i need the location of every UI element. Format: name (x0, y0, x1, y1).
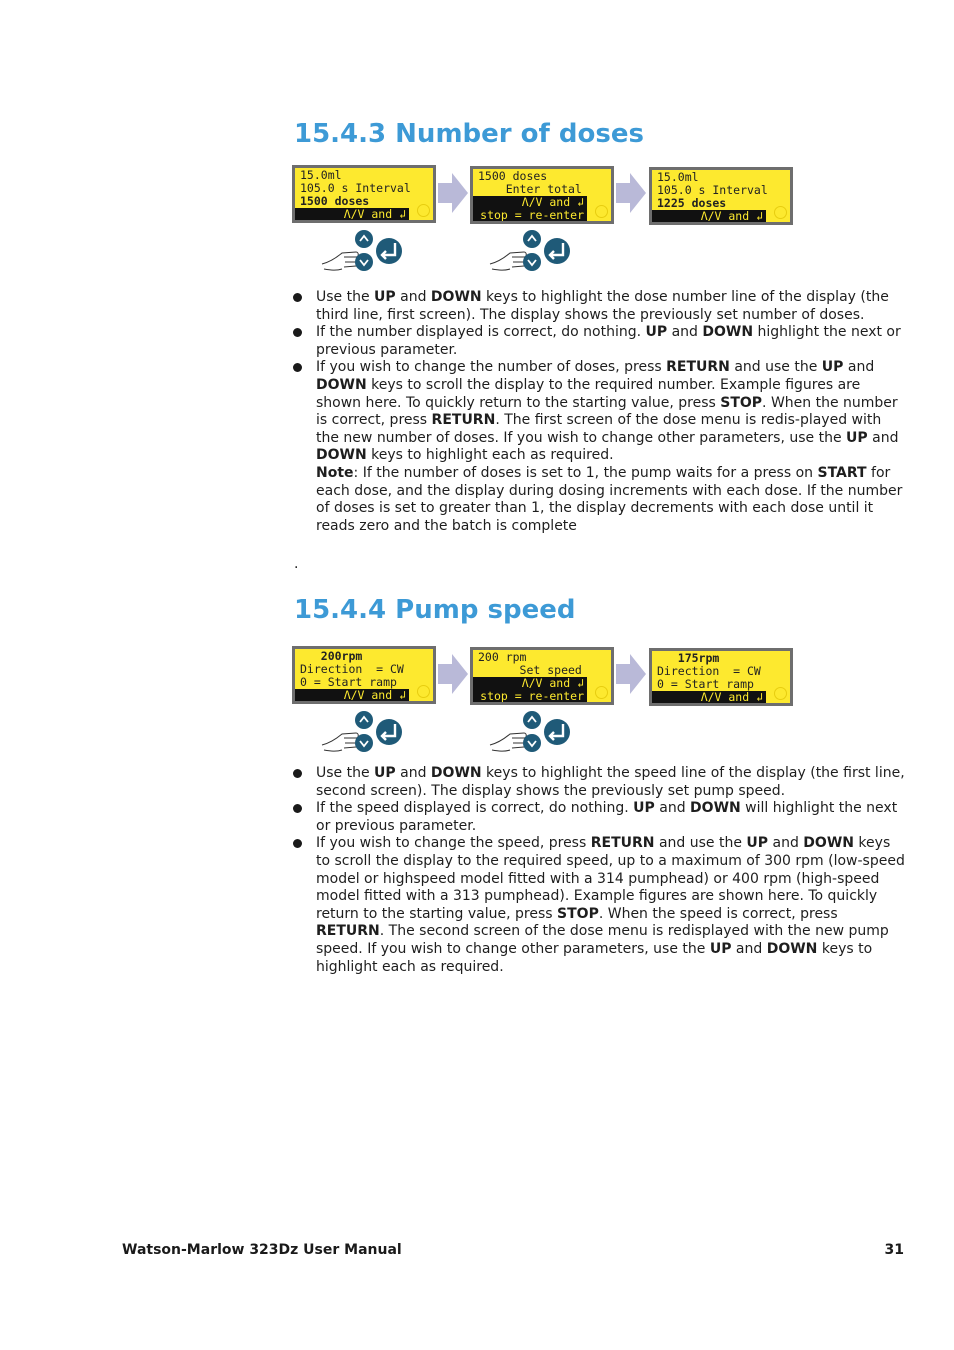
lcd-ring-icon (417, 204, 430, 217)
down-key-icon (523, 734, 541, 752)
keypad-icon (320, 709, 410, 755)
lcd-line-inverted: Λ/V and ↲ (473, 677, 587, 690)
lcd-line: Direction = CW (300, 663, 404, 676)
chevron-right-arrow-icon (436, 652, 470, 696)
lcd-screen-speed-1 (292, 646, 436, 704)
up-key-icon (523, 711, 541, 729)
bullet-icon (293, 328, 302, 337)
hand-pointer-icon (322, 252, 359, 270)
bullet-icon (293, 839, 302, 848)
speed-display-figure (292, 645, 802, 755)
lcd-line: 0 = Start ramp (657, 678, 754, 691)
lcd-line-highlighted: 1500 doses (300, 195, 370, 208)
list-item: If you wish to change the number of doses, press RETURN and use the UP and DOWN keys to scroll the display to the required number. Example figures are shown here. To quickly return to the starting value, press STOP. When the number is correct, press RETURN. The first screen of the dose menu is redis-played with the new number of doses. If you wish to change other parameters, use the UP and DOWN keys to highlight each as required. Note: If the number of doses is set to 1, the pump waits for a press on START for each dose, and the display during dosing increments with each dose. If the number of doses is set to greater than 1, the display decrements with each dose until it reads zero and the batch is complete (293, 359, 905, 535)
lcd-line: 105.0 s Interval (300, 182, 411, 195)
lcd-line: Direction = CW (657, 665, 761, 678)
return-key-icon (544, 238, 570, 264)
lcd-line-inverted: stop = re-enter (473, 209, 587, 222)
lcd-ring-icon (595, 686, 608, 699)
lcd-line: Set speed (478, 664, 582, 677)
lcd-line: 105.0 s Interval (657, 184, 768, 197)
lcd-line: Enter total (478, 183, 582, 196)
trailing-period: . (294, 556, 299, 572)
down-key-icon (523, 253, 541, 271)
lcd-line-highlighted: 200rpm (300, 650, 363, 663)
lcd-screen-doses-1 (292, 165, 436, 223)
lcd-line-inverted: Λ/V and ↲ (295, 689, 409, 702)
list-item: If the speed displayed is correct, do nothing. UP and DOWN will highlight the next or previous parameter. (293, 800, 905, 835)
lcd-ring-icon (595, 205, 608, 218)
return-key-icon (376, 238, 402, 264)
lcd-ring-icon (417, 685, 430, 698)
return-key-icon (376, 719, 402, 745)
keypad-icon (320, 228, 410, 274)
bullet-icon (293, 293, 302, 302)
lcd-line-inverted: Λ/V and ↲ (652, 210, 766, 223)
lcd-line-inverted: stop = re-enter (473, 690, 587, 703)
chevron-right-arrow-icon (436, 171, 470, 215)
list-item: If you wish to change the speed, press RETURN and use the UP and DOWN keys to scroll the display to the required speed, up to a maximum of 300 rpm (low-speed model or highspeed model fitted with a 314 pumphead) or 400 rpm (high-speed model fitted with a 313 pumphead). Example figures are shown here. To quickly return to the starting value, press STOP. When the speed is correct, press RETURN. The second screen of the dose menu is redisplayed with the new pump speed. If you wish to change other parameters, use the UP and DOWN keys to highlight each as required. (293, 835, 905, 976)
page-number: 31 (884, 1242, 904, 1258)
chevron-right-arrow-icon (614, 652, 648, 696)
up-key-icon (523, 230, 541, 248)
bullet-icon (293, 769, 302, 778)
lcd-line: 15.0ml (300, 169, 342, 182)
doses-display-figure (292, 164, 802, 274)
list-item: If the number displayed is correct, do nothing. UP and DOWN highlight the next or previous parameter. (293, 324, 905, 359)
return-key-icon (544, 719, 570, 745)
note-paragraph: Note: If the number of doses is set to 1, the pump waits for a press on START for each dose, and the display during dosing increments with each dose. If the number of doses is set to greater than 1, the display decrements with each dose until it reads zero and the batch is complete (316, 464, 903, 534)
hand-pointer-icon (322, 733, 359, 751)
lcd-line: 15.0ml (657, 171, 699, 184)
bullet-icon (293, 804, 302, 813)
lcd-screen-doses-2 (470, 166, 614, 224)
lcd-screen-speed-2 (470, 647, 614, 705)
lcd-ring-icon (774, 206, 787, 219)
down-key-icon (355, 734, 373, 752)
keypad-icon (488, 228, 578, 274)
lcd-line-inverted: Λ/V and ↲ (473, 196, 587, 209)
lcd-line-highlighted: 175rpm (657, 652, 720, 665)
lcd-line: 1500 doses (478, 170, 548, 183)
speed-bullet-list (293, 765, 905, 976)
lcd-screen-speed-3 (649, 648, 793, 706)
down-key-icon (355, 253, 373, 271)
lcd-line-inverted: Λ/V and ↲ (295, 208, 409, 221)
hand-pointer-icon (490, 733, 527, 751)
footer-title: Watson-Marlow 323Dz User Manual (122, 1242, 402, 1258)
list-item: Use the UP and DOWN keys to highlight the dose number line of the display (the third line, first screen). The display shows the previously set number of doses. (293, 289, 905, 324)
list-item: Use the UP and DOWN keys to highlight the speed line of the display (the first line, second screen). The display shows the previously set pump speed. (293, 765, 905, 800)
lcd-screen-doses-3 (649, 167, 793, 225)
up-key-icon (355, 230, 373, 248)
hand-pointer-icon (490, 252, 527, 270)
keypad-icon (488, 709, 578, 755)
lcd-line-highlighted: 1225 doses (657, 197, 727, 210)
lcd-line-inverted: Λ/V and ↲ (652, 691, 766, 704)
lcd-line: 200 rpm (478, 651, 527, 664)
section-heading-number-of-doses: 15.4.3 Number of doses (294, 119, 644, 149)
up-key-icon (355, 711, 373, 729)
bullet-icon (293, 363, 302, 372)
doses-bullet-list (293, 289, 905, 535)
lcd-line: 0 = Start ramp (300, 676, 397, 689)
chevron-right-arrow-icon (614, 171, 648, 215)
lcd-ring-icon (774, 687, 787, 700)
section-heading-pump-speed: 15.4.4 Pump speed (294, 595, 576, 625)
